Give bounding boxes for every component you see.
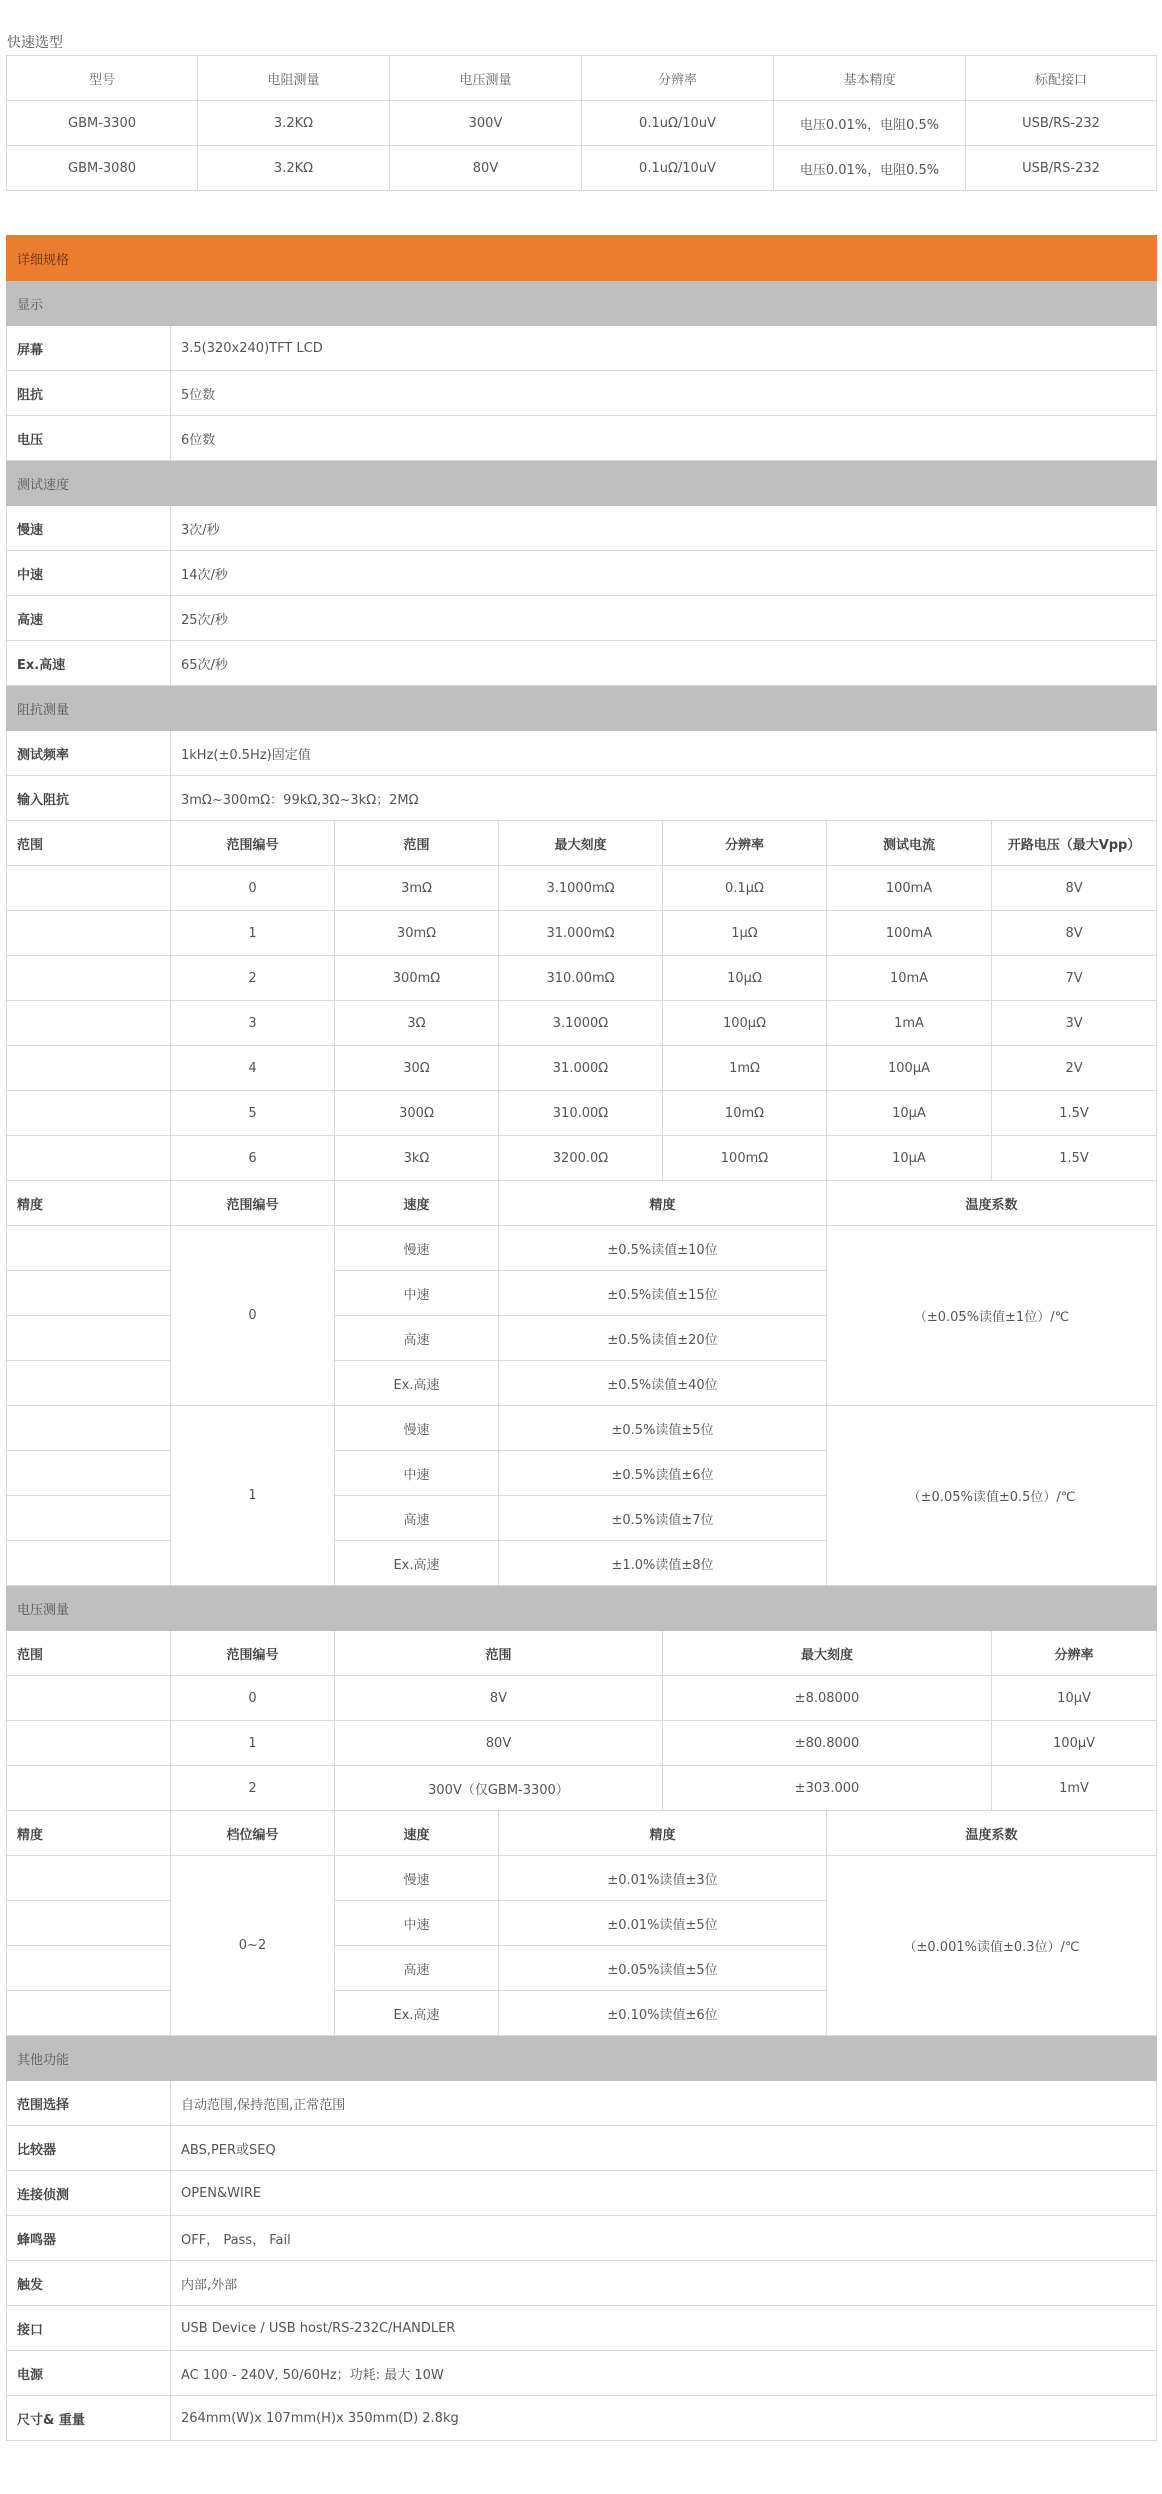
cell: ±0.5%读值±15位 <box>499 1271 827 1316</box>
cell: ±8.08000 <box>663 1676 992 1721</box>
row-label: 范围 <box>7 821 171 866</box>
table-row <box>7 1226 1157 1271</box>
empty-cell <box>7 1406 171 1451</box>
table-row <box>7 2126 1157 2171</box>
cell: 慢速 <box>335 1856 499 1901</box>
cell: 8V <box>992 866 1157 911</box>
table-row <box>7 506 1157 551</box>
cell: 3mΩ <box>335 866 499 911</box>
cell: 中速 <box>335 1901 499 1946</box>
row-label: 测试频率 <box>7 731 171 776</box>
cell: 31.000Ω <box>499 1046 663 1091</box>
empty-cell <box>7 866 171 911</box>
header-resistance: 电阻测量 <box>198 56 390 101</box>
empty-cell <box>7 1226 171 1271</box>
row-label: 连接侦测 <box>7 2171 171 2216</box>
table-row <box>7 2351 1157 2396</box>
cell: 10mΩ <box>663 1091 827 1136</box>
section-row <box>7 281 1157 326</box>
cell: ±80.8000 <box>663 1721 992 1766</box>
col-header: 温度系数 <box>827 1811 1157 1856</box>
spec-table <box>6 235 1157 2441</box>
row-label: 比较器 <box>7 2126 171 2171</box>
cell: USB/RS-232 <box>966 101 1157 146</box>
cell: 电压0.01%，电阻0.5% <box>774 146 966 191</box>
row-value: ABS,PER或SEQ <box>171 2126 1157 2171</box>
cell: 30mΩ <box>335 911 499 956</box>
section-row <box>7 2036 1157 2081</box>
col-header: 精度 <box>499 1181 827 1226</box>
header-model: 型号 <box>7 56 198 101</box>
cell: 1mΩ <box>663 1046 827 1091</box>
empty-cell <box>7 911 171 956</box>
cell: 6 <box>171 1136 335 1181</box>
row-label: 中速 <box>7 551 171 596</box>
row-value: 5位数 <box>171 371 1157 416</box>
spec-title-row <box>7 236 1157 281</box>
table-row <box>7 1721 1157 1766</box>
cell: 100mA <box>827 911 992 956</box>
cell: USB/RS-232 <box>966 146 1157 191</box>
cell: ±0.5%读值±7位 <box>499 1496 827 1541</box>
empty-cell <box>7 1541 171 1586</box>
row-label: Ex.高速 <box>7 641 171 686</box>
empty-cell <box>7 1271 171 1316</box>
cell: ±0.10%读值±6位 <box>499 1991 827 2036</box>
table-row <box>7 371 1157 416</box>
col-header: 范围 <box>335 821 499 866</box>
row-value: 14次/秒 <box>171 551 1157 596</box>
row-value: OFF， Pass， Fail <box>171 2216 1157 2261</box>
table-row <box>7 101 1157 146</box>
table-row <box>7 2396 1157 2441</box>
cell: 10μA <box>827 1091 992 1136</box>
cell: ±0.5%读值±5位 <box>499 1406 827 1451</box>
empty-cell <box>7 956 171 1001</box>
cell: 1mV <box>992 1766 1157 1811</box>
cell: 3.1000mΩ <box>499 866 663 911</box>
cell: 10μV <box>992 1676 1157 1721</box>
cell: 3 <box>171 1001 335 1046</box>
row-label: 慢速 <box>7 506 171 551</box>
impedance-range-header <box>7 821 1157 866</box>
cell: 80V <box>390 146 582 191</box>
cell: 3Ω <box>335 1001 499 1046</box>
cell: 3200.0Ω <box>499 1136 663 1181</box>
row-value: 内部,外部 <box>171 2261 1157 2306</box>
cell: 高速 <box>335 1946 499 1991</box>
cell: ±1.0%读值±8位 <box>499 1541 827 1586</box>
impedance-accuracy-header <box>7 1181 1157 1226</box>
cell: 0.1μΩ <box>663 866 827 911</box>
cell: 1 <box>171 911 335 956</box>
col-header: 范围 <box>335 1631 663 1676</box>
section-voltage: 电压测量 <box>7 1586 1157 1631</box>
cell: ±0.5%读值±20位 <box>499 1316 827 1361</box>
cell: 2V <box>992 1046 1157 1091</box>
cell: ±0.5%读值±6位 <box>499 1451 827 1496</box>
header-resolution: 分辨率 <box>582 56 774 101</box>
cell: 2 <box>171 956 335 1001</box>
section-display: 显示 <box>7 281 1157 326</box>
row-value: 3次/秒 <box>171 506 1157 551</box>
row-label: 输入阻抗 <box>7 776 171 821</box>
empty-cell <box>7 1001 171 1046</box>
col-header: 范围编号 <box>171 1631 335 1676</box>
row-label: 高速 <box>7 596 171 641</box>
table-row <box>7 1406 1157 1451</box>
cell: 1mA <box>827 1001 992 1046</box>
col-header: 速度 <box>335 1811 499 1856</box>
row-label: 接口 <box>7 2306 171 2351</box>
row-label: 精度 <box>7 1811 171 1856</box>
voltage-accuracy-header <box>7 1811 1157 1856</box>
cell: 1.5V <box>992 1136 1157 1181</box>
temp-coef-cell: （±0.001%读值±0.3位）/℃ <box>827 1856 1157 2036</box>
quick-header-row <box>7 56 1157 101</box>
empty-cell <box>7 1136 171 1181</box>
empty-cell <box>7 1901 171 1946</box>
cell: 1μΩ <box>663 911 827 956</box>
cell: 0 <box>171 1676 335 1721</box>
table-row <box>7 776 1157 821</box>
row-value: 264mm(W)x 107mm(H)x 350mm(D) 2.8kg <box>171 2396 1157 2441</box>
empty-cell <box>7 1946 171 1991</box>
temp-coef-cell: （±0.05%读值±0.5位）/℃ <box>827 1406 1157 1586</box>
table-row <box>7 2081 1157 2126</box>
cell: 100mΩ <box>663 1136 827 1181</box>
range-id-cell: 0 <box>171 1226 335 1406</box>
row-value: OPEN&WIRE <box>171 2171 1157 2216</box>
cell: Ex.高速 <box>335 1361 499 1406</box>
cell: 3.1000Ω <box>499 1001 663 1046</box>
cell: 1 <box>171 1721 335 1766</box>
col-header: 分辨率 <box>663 821 827 866</box>
quick-select-table <box>6 55 1157 191</box>
col-header: 分辨率 <box>992 1631 1157 1676</box>
empty-cell <box>7 1676 171 1721</box>
cell: 慢速 <box>335 1406 499 1451</box>
empty-cell <box>7 1451 171 1496</box>
row-label: 范围 <box>7 1631 171 1676</box>
cell: 0.1uΩ/10uV <box>582 101 774 146</box>
cell: 300mΩ <box>335 956 499 1001</box>
table-row <box>7 2261 1157 2306</box>
cell: ±0.5%读值±10位 <box>499 1226 827 1271</box>
empty-cell <box>7 1721 171 1766</box>
quick-select-title: 快速选型 <box>7 35 63 51</box>
empty-cell <box>7 1766 171 1811</box>
row-label: 触发 <box>7 2261 171 2306</box>
cell: 310.00Ω <box>499 1091 663 1136</box>
cell: 100μV <box>992 1721 1157 1766</box>
cell: 10μA <box>827 1136 992 1181</box>
cell: 100μΩ <box>663 1001 827 1046</box>
header-interface: 标配接口 <box>966 56 1157 101</box>
cell: 30Ω <box>335 1046 499 1091</box>
range-id-cell: 1 <box>171 1406 335 1586</box>
cell: 300Ω <box>335 1091 499 1136</box>
row-label: 电源 <box>7 2351 171 2396</box>
cell: 310.00mΩ <box>499 956 663 1001</box>
cell: 100mA <box>827 866 992 911</box>
cell: ±0.01%读值±3位 <box>499 1856 827 1901</box>
table-row <box>7 2306 1157 2351</box>
cell: 80V <box>335 1721 663 1766</box>
table-row <box>7 146 1157 191</box>
row-value: 自动范围,保持范围,正常范围 <box>171 2081 1157 2126</box>
table-row <box>7 1001 1157 1046</box>
col-header: 测试电流 <box>827 821 992 866</box>
cell: 3.2KΩ <box>198 146 390 191</box>
row-value: 65次/秒 <box>171 641 1157 686</box>
table-row <box>7 1766 1157 1811</box>
table-row <box>7 1856 1157 1901</box>
col-header: 温度系数 <box>827 1181 1157 1226</box>
cell: 电压0.01%，电阻0.5% <box>774 101 966 146</box>
cell: 100μA <box>827 1046 992 1091</box>
section-speed: 测试速度 <box>7 461 1157 506</box>
cell: 高速 <box>335 1496 499 1541</box>
empty-cell <box>7 1091 171 1136</box>
temp-coef-cell: （±0.05%读值±1位）/℃ <box>827 1226 1157 1406</box>
cell: 5 <box>171 1091 335 1136</box>
table-row <box>7 731 1157 776</box>
row-label: 精度 <box>7 1181 171 1226</box>
empty-cell <box>7 1496 171 1541</box>
col-header: 范围编号 <box>171 1181 335 1226</box>
cell: 3.2KΩ <box>198 101 390 146</box>
row-value: 1kHz(±0.5Hz)固定值 <box>171 731 1157 776</box>
cell: 高速 <box>335 1316 499 1361</box>
row-value: 3mΩ~300mΩ：99kΩ,3Ω~3kΩ；2MΩ <box>171 776 1157 821</box>
cell: 4 <box>171 1046 335 1091</box>
cell: 300V（仅GBM-3300） <box>335 1766 663 1811</box>
row-label: 尺寸& 重量 <box>7 2396 171 2441</box>
spec-title: 详细规格 <box>7 236 1157 281</box>
cell: Ex.高速 <box>335 1991 499 2036</box>
section-row <box>7 461 1157 506</box>
cell: 1.5V <box>992 1091 1157 1136</box>
cell: 中速 <box>335 1451 499 1496</box>
empty-cell <box>7 1316 171 1361</box>
col-header: 最大刻度 <box>499 821 663 866</box>
table-row <box>7 1676 1157 1721</box>
row-label: 屏幕 <box>7 326 171 371</box>
empty-cell <box>7 1361 171 1406</box>
empty-cell <box>7 1991 171 2036</box>
table-row <box>7 416 1157 461</box>
cell: 8V <box>335 1676 663 1721</box>
cell: ±0.5%读值±40位 <box>499 1361 827 1406</box>
row-label: 电压 <box>7 416 171 461</box>
table-row <box>7 1091 1157 1136</box>
table-row <box>7 326 1157 371</box>
section-impedance: 阻抗测量 <box>7 686 1157 731</box>
row-label: 范围选择 <box>7 2081 171 2126</box>
cell: 10mA <box>827 956 992 1001</box>
section-row <box>7 686 1157 731</box>
row-value: USB Device / USB host/RS-232C/HANDLER <box>171 2306 1157 2351</box>
cell: 8V <box>992 911 1157 956</box>
range-id-cell: 0~2 <box>171 1856 335 2036</box>
cell: 10μΩ <box>663 956 827 1001</box>
col-header: 档位编号 <box>171 1811 335 1856</box>
col-header: 开路电压（最大Vpp） <box>992 821 1157 866</box>
cell: Ex.高速 <box>335 1541 499 1586</box>
row-value: 3.5(320x240)TFT LCD <box>171 326 1157 371</box>
section-row <box>7 1586 1157 1631</box>
cell: GBM-3300 <box>7 101 198 146</box>
table-row <box>7 956 1157 1001</box>
empty-cell <box>7 1856 171 1901</box>
table-row <box>7 2171 1157 2216</box>
cell: ±0.01%读值±5位 <box>499 1901 827 1946</box>
col-header: 最大刻度 <box>663 1631 992 1676</box>
cell: 3V <box>992 1001 1157 1046</box>
row-label: 阻抗 <box>7 371 171 416</box>
row-value: 6位数 <box>171 416 1157 461</box>
cell: 31.000mΩ <box>499 911 663 956</box>
table-row <box>7 1046 1157 1091</box>
voltage-range-header <box>7 1631 1157 1676</box>
col-header: 速度 <box>335 1181 499 1226</box>
cell: 7V <box>992 956 1157 1001</box>
table-row <box>7 551 1157 596</box>
table-row <box>7 641 1157 686</box>
row-label: 蜂鸣器 <box>7 2216 171 2261</box>
cell: 3kΩ <box>335 1136 499 1181</box>
table-row <box>7 2216 1157 2261</box>
cell: 0.1uΩ/10uV <box>582 146 774 191</box>
empty-cell <box>7 1046 171 1091</box>
cell: GBM-3080 <box>7 146 198 191</box>
row-value: AC 100 - 240V, 50/60Hz；功耗: 最大 10W <box>171 2351 1157 2396</box>
cell: 慢速 <box>335 1226 499 1271</box>
cell: ±303.000 <box>663 1766 992 1811</box>
col-header: 精度 <box>499 1811 827 1856</box>
header-voltage: 电压测量 <box>390 56 582 101</box>
col-header: 范围编号 <box>171 821 335 866</box>
cell: ±0.05%读值±5位 <box>499 1946 827 1991</box>
section-other: 其他功能 <box>7 2036 1157 2081</box>
table-row <box>7 911 1157 956</box>
table-row <box>7 1136 1157 1181</box>
cell: 0 <box>171 866 335 911</box>
cell: 中速 <box>335 1271 499 1316</box>
cell: 300V <box>390 101 582 146</box>
cell: 2 <box>171 1766 335 1811</box>
table-row <box>7 866 1157 911</box>
table-row <box>7 596 1157 641</box>
header-accuracy: 基本精度 <box>774 56 966 101</box>
row-value: 25次/秒 <box>171 596 1157 641</box>
